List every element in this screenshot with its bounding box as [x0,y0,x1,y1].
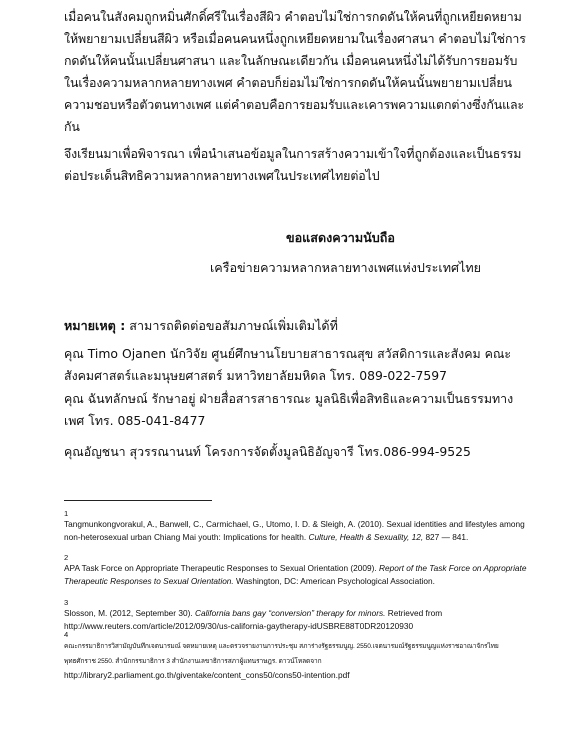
contact-1: คุณ Timo Ojanen นักวิจัย ศูนย์ศึกษานโยบายสาธารณสุข สวัสดิการและสังคม คณะสังคมศาสตร์และมนุษยศาสตร์ มหาวิทยาลัยมหิดล โทร. 089-022-7597 [64,346,512,383]
note-label: หมายเหตุ : [64,318,126,333]
footnote-text: Retrieved from http://www.reuters.com/article/2012/09/30/us-california-gaytherapy-idUSBRE88T0DR20120930 [64,608,443,631]
footnote-italic-text: Report of the Task Force on Appropriate Therapeutic Responses to Sexual Orientation. [64,563,527,586]
note-line [64,316,338,336]
footnote-1 [64,509,530,543]
footnote-number: 4 [64,630,69,639]
footnote-number: 3 [64,598,69,607]
footnote-4 [64,630,530,682]
footnote-2 [64,553,530,587]
footnote-text: 827 — 841. [423,531,469,542]
contact-2: คุณ ฉันทลักษณ์ รักษาอยู่ ฝ่ายสื่อสารสาธารณะ มูลนิธิเพื่อสิทธิและความเป็นธรรมทางเพศ โทร. 085-041-8477 [64,391,514,428]
note-text: สามารถติดต่อขอสัมภาษณ์เพิ่มเติมได้ที่ [125,318,338,333]
footnote-text: APA Task Force on Appropriate Therapeutic Responses to Sexual Orientation (2009). [64,563,380,573]
closing-organization: เครือข่ายความหลากหลายทางเพศแห่งประเทศไทย [210,260,481,275]
body-paragraph-1: เมื่อคนในสังคมถูกหมิ่นศักดิ์ศรีในเรื่องสีผิว คำตอบไม่ใช่การกดดันให้คนที่ถูกเหยียดหยามให้พยายามเปลี่ยนสีผิว หรือเมื่อคนคนหนึ่งถูกเหยียดหยามในเรื่องศาสนา คำตอบไม่ใช่การกดดันให้คนนั้นเปลี่ยนศาสนา และในลักษณะเดียวกัน เมื่อคนคนหนึ่งไม่ได้รับการยอมรับในเรื่องความหลากหลายทางเพศ คำตอบก็ย่อมไม่ใช่การกดดันให้คนนั้นพยายามเปลี่ยนความชอบหรือตัวตนทางเพศ แต่คำตอบคือการยอมรับและเคารพความแตกต่างซึ่งกันและกัน [64,9,526,134]
contact-3: คุณอัญชนา สุวรรณานนท์ โครงการจัดตั้งมูลนิธิอัญจารี โทร.086-994-9525 [64,444,471,459]
closing-regards: ขอแสดงความนับถือ [286,230,395,245]
footnote-italic-text: Culture, Health & Sexuality, 12, [308,531,424,542]
footnote-url: http://library2.parliament.go.th/giventake/content_cons50/cons50-intention.pdf [64,670,350,680]
footnote-3 [64,598,530,632]
footnote-number: 1 [64,509,69,518]
footnote-text: คณะกรรมาธิการวิสามัญบันทึกเจตนารมณ์ จดหมายเหตุ และตรวจรายงานการประชุม สภาร่างรัฐธรรมนูญ. 2550.เจตนารมณ์รัฐธรรมนูญแห่งราชอาณาจักรไทย พุทธศักราช 2550. สำนักกรรมาธิการ 3 สำนักงานเลขาธิการสภาผู้แทนราษฎร. ดาวน์โหลดจาก [64,643,499,665]
footnote-italic-text: California bans gay “conversion” therapy for minors. [194,608,386,618]
footnote-text: Washington, DC: American Psychological Association. [233,575,435,586]
footnote-number: 2 [64,553,69,562]
body-paragraph-2: จึงเรียนมาเพื่อพิจารณา เพื่อนำเสนอข้อมูลในการสร้างความเข้าใจที่ถูกต้องและเป็นธรรมต่อประเด็นสิทธิความหลากหลายทางเพศในประเทศไทยต่อไป [64,146,522,183]
footnote-separator [64,500,212,501]
footnote-text: Tangmunkongvorakul, A., Banwell, C., Carmichael, G., Utomo, I. D. & Sleigh, A. (2010). Sexual identities and lifestyles among non-heterosexual urban Chiang Mai youth: Implications for health. [64,519,525,542]
footnote-text: Slosson, M. (2012, September 30). [64,608,195,618]
